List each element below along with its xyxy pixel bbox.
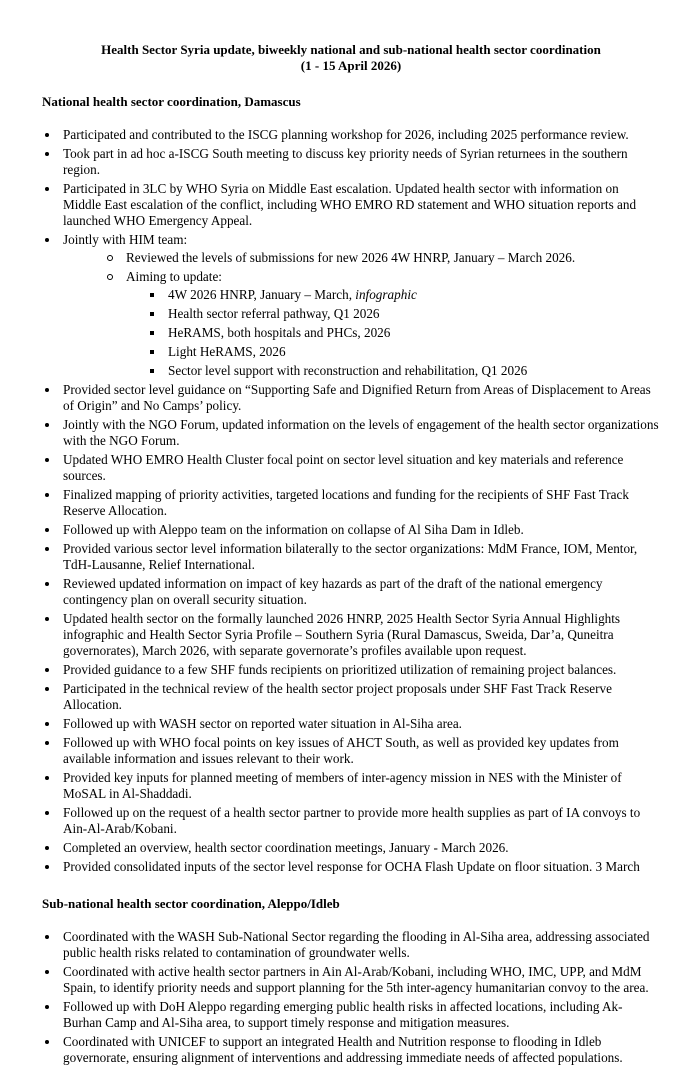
square-bullet-icon (147, 344, 157, 360)
bullet-icon (42, 999, 52, 1015)
bullet-icon (42, 382, 52, 398)
hollow-circle-bullet-icon (105, 250, 115, 266)
bullet-icon (42, 417, 52, 433)
section-heading-subnational: Sub-national health sector coordination, Aleppo/Idleb (42, 896, 340, 911)
list-item: Updated health sector on the formally launched 2026 HNRP, 2025 Health Sector Syria Annual Highlights infographic and Health Sector Syria Profile – Southern Syria (Rural Damascus, Sweida, Dar’a, Quneitra governorates), March 2026, with separate governorate’s profiles available upon request. (42, 611, 660, 659)
bullet-icon (42, 452, 52, 468)
bullet-icon (42, 662, 52, 678)
national-bullet-list (42, 127, 660, 875)
bullet-icon (42, 929, 52, 945)
list-item: Provided consolidated inputs of the sector level response for OCHA Flash Update on floor situation. 3 March (42, 859, 660, 875)
list-item: Updated WHO EMRO Health Cluster focal point on sector level situation and key materials and reference sources. (42, 452, 660, 484)
list-item: Followed up with DoH Aleppo regarding emerging public health risks in affected locations, including Ak-Burhan Camp and Al-Siha area, to support timely response and mitigation measures. (42, 999, 660, 1031)
sub-sublist-item: Sector level support with reconstruction and rehabilitation, Q1 2026 (63, 363, 660, 379)
square-bullet-icon (147, 325, 157, 341)
bullet-icon (42, 522, 52, 538)
list-item-him-team: Jointly with HIM team: Reviewed the levels of submissions for new 2026 4W HNRP, January – March 2026. Aiming to update: 4W 2026 HNRP, January – March, infographic Health sector referral pathway, Q1 2026 HeRAMS, both hospitals and PHCs, 2026 Light HeRAMS, 2026 Sector level support with reconstruction and rehabilitation, Q1 2026 (42, 232, 660, 379)
list-item: Completed an overview, health sector coordination meetings, January - March 2026. (42, 840, 660, 856)
list-item: Jointly with the NGO Forum, updated information on the levels of engagement of the health sector organizations with the NGO Forum. (42, 417, 660, 449)
section-heading-national: National health sector coordination, Damascus (42, 94, 301, 109)
bullet-icon (42, 681, 52, 697)
title-line-2: (1 - 15 April 2026) (300, 58, 402, 73)
bullet-icon (42, 1034, 52, 1050)
bullet-icon (42, 735, 52, 751)
square-bullet-icon (147, 363, 157, 379)
list-item: Followed up with WASH sector on reported water situation in Al-Siha area. (42, 716, 660, 732)
bullet-icon (42, 146, 52, 162)
him-sublist (63, 250, 660, 379)
document-title (42, 42, 660, 74)
list-item: Finalized mapping of priority activities, targeted locations and funding for the recipients of SHF Fast Track Reserve Allocation. (42, 487, 660, 519)
list-item: Participated in 3LC by WHO Syria on Middle East escalation. Updated health sector with information on Middle East escalation of the conflict, including WHO EMRO RD statement and WHO situation reports and launched WHO Emergency Appeal. (42, 181, 660, 229)
bullet-icon (42, 232, 52, 248)
bullet-icon (42, 127, 52, 143)
subnational-bullet-list (42, 929, 660, 1066)
sub-sublist-item: Light HeRAMS, 2026 (63, 344, 660, 360)
list-item: Participated and contributed to the ISCG planning workshop for 2026, including 2025 performance review. (42, 127, 660, 143)
list-item: Provided key inputs for planned meeting of members of inter-agency mission in NES with the Minister of MoSAL in Al-Shaddadi. (42, 770, 660, 802)
bullet-icon (42, 576, 52, 592)
bullet-icon (42, 840, 52, 856)
list-item: Coordinated with UNICEF to support an integrated Health and Nutrition response to flooding in Idleb governorate, ensuring alignment of interventions and addressing immediate needs of affected populations. (42, 1034, 660, 1066)
square-bullet-icon (147, 287, 157, 303)
bullet-icon (42, 716, 52, 732)
bullet-icon (42, 805, 52, 821)
bullet-icon (42, 541, 52, 557)
aiming-sublist (126, 287, 660, 379)
bullet-icon (42, 181, 52, 197)
sub-sublist-item: HeRAMS, both hospitals and PHCs, 2026 (63, 325, 660, 341)
list-item: Provided various sector level information bilaterally to the sector organizations: MdM France, IOM, Mentor, TdH-Lausanne, Relief International. (42, 541, 660, 573)
hollow-circle-bullet-icon (105, 269, 115, 285)
sublist-item: Aiming to update: 4W 2026 HNRP, January – March, infographic Health sector referral pathway, Q1 2026 HeRAMS, both hospitals and PHCs, 2026 Light HeRAMS, 2026 Sector level support with reconstruction and rehabilitation, Q1 2026 (63, 269, 660, 379)
bullet-icon (42, 611, 52, 627)
list-item: Followed up with Aleppo team on the information on collapse of Al Siha Dam in Idleb. (42, 522, 660, 538)
list-item: Provided sector level guidance on “Supporting Safe and Dignified Return from Areas of Displacement to Areas of Origin” and No Camps’ policy. (42, 382, 660, 414)
list-item: Provided guidance to a few SHF funds recipients on prioritized utilization of remaining project balances. (42, 662, 660, 678)
list-item: Coordinated with the WASH Sub-National Sector regarding the flooding in Al-Siha area, addressing associated public health risks related to contamination of groundwater wells. (42, 929, 660, 961)
list-item: Followed up on the request of a health sector partner to provide more health supplies as part of IA convoys to Ain-Al-Arab/Kobani. (42, 805, 660, 837)
list-item: Participated in the technical review of the health sector project proposals under SHF Fast Track Reserve Allocation. (42, 681, 660, 713)
bullet-icon (42, 964, 52, 980)
bullet-icon (42, 770, 52, 786)
bullet-icon (42, 487, 52, 503)
list-item: Took part in ad hoc a-ISCG South meeting to discuss key priority needs of Syrian returnees in the southern region. (42, 146, 660, 178)
list-item: Followed up with WHO focal points on key issues of AHCT South, as well as provided key updates from available information and issues relevant to their work. (42, 735, 660, 767)
square-bullet-icon (147, 306, 157, 322)
title-line-1: Health Sector Syria update, biweekly national and sub-national health sector coordination (101, 42, 601, 57)
sublist-item: Reviewed the levels of submissions for new 2026 4W HNRP, January – March 2026. (63, 250, 660, 266)
bullet-icon (42, 859, 52, 875)
list-item: Coordinated with active health sector partners in Ain Al-Arab/Kobani, including WHO, IMC, UPP, and MdM Spain, to identify priority needs and support planning for the 5th inter-agency humanitarian convoy to the area. (42, 964, 660, 996)
sub-sublist-item: Health sector referral pathway, Q1 2026 (63, 306, 660, 322)
sub-sublist-item: 4W 2026 HNRP, January – March, infographic (63, 287, 660, 303)
list-item: Reviewed updated information on impact of key hazards as part of the draft of the national emergency contingency plan on overall security situation. (42, 576, 660, 608)
